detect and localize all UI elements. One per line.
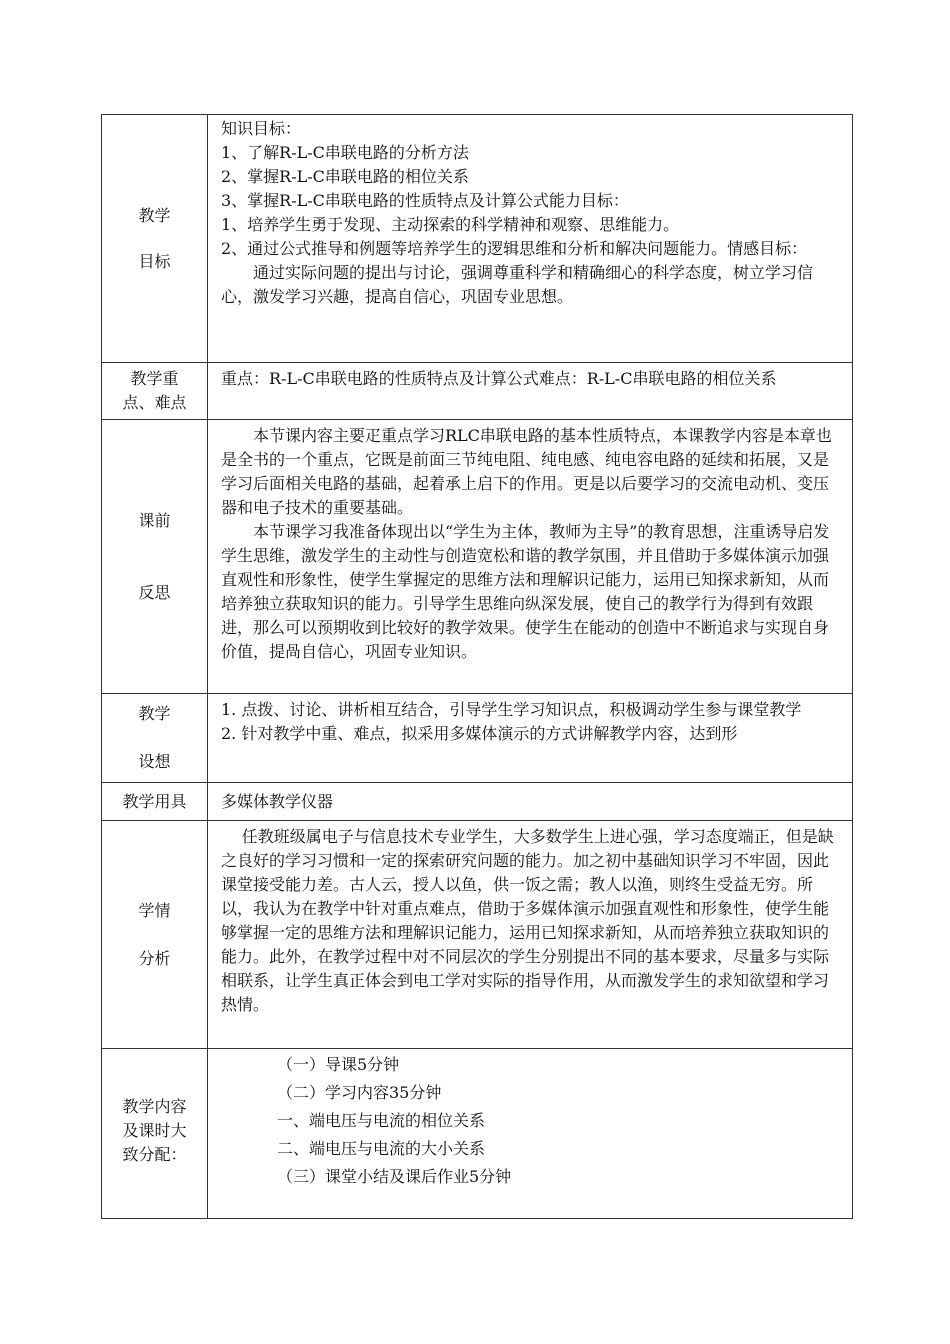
tools-label-text: 教学用具 (122, 791, 187, 811)
content-line: （二）学习内容35分钟 (277, 1083, 442, 1102)
row-student-analysis (102, 821, 853, 1049)
goals-line: 3、掌握R-L-C串联电路的性质特点及计算公式能力目标： (221, 191, 629, 210)
goals-line: 知识目标： (221, 119, 302, 138)
analysis-label-line2: 分析 (138, 948, 171, 968)
goals-label-line2: 目标 (138, 251, 171, 271)
keypoints-text: 重点：R-L-C串联电路的性质特点及计算公式难点：R-L-C串联电路的相位关系 (221, 369, 777, 388)
row-content-allocation (102, 1049, 853, 1219)
reflection-label (102, 420, 208, 694)
goals-line: 通过实际问题的提出与讨论，强调尊重科学和精确细心的科学态度，树立学习信心，激发学习兴趣，提高自信心，巩固专业思想。 (221, 263, 814, 306)
goals-line: 2、掌握R-L-C串联电路的相位关系 (221, 167, 469, 186)
content-line: （一）导课5分钟 (277, 1055, 400, 1074)
keypoints-label-line1: 教学重 (130, 369, 179, 388)
analysis-label-line1: 学情 (138, 900, 171, 920)
concept-content (208, 694, 853, 783)
row-reflection (102, 420, 853, 694)
reflection-label-line2: 反思 (138, 582, 171, 602)
content-label-line3: 致分配： (122, 1145, 187, 1164)
content-label-line1: 教学内容 (122, 1097, 187, 1116)
row-teaching-goals (102, 115, 853, 363)
analysis-content (208, 821, 853, 1049)
goals-line: 1、培养学生勇于发现、主动探索的科学精神和观察、思维能力。 (221, 215, 680, 234)
tools-label (102, 783, 208, 821)
content-line: （三）课堂小结及课后作业5分钟 (277, 1167, 512, 1186)
analysis-paragraph: 任教班级属电子与信息技术专业学生，大多数学生上进心强，学习态度端正，但是缺之良好的学习习惯和一定的探索研究问题的能力。加之初中基础知识学习不牢固，因此课堂接受能力差。古人云，授人以鱼，供一饭之需；教人以渔，则终生受益无穷。所以，我认为在教学中针对重点难点，借助于多媒体演示加强直观性和形象性，使学生能够掌握一定的思维方法和理解识记能力，运用已知探求新知，从而培养独立获取知识的能力。此外，在教学过程中对不同层次的学生分别提出不同的基本要求，尽量多与实际相联系，让学生真正体会到电工学对实际的指导作用，从而激发学生的求知欲望和学习热情。 (221, 827, 834, 1014)
keypoints-content (208, 363, 853, 420)
goals-label (102, 115, 208, 363)
lesson-plan-sheet (101, 114, 853, 1219)
goals-content (208, 115, 853, 363)
keypoints-label (102, 363, 208, 420)
concept-label (102, 694, 208, 783)
row-teaching-tools (102, 783, 853, 821)
concept-line: 2. 针对教学中重、难点，拟采用多媒体演示的方式讲解教学内容，达到形 (221, 724, 738, 743)
goals-line: 2、通过公式推导和例题等培养学生的逻辑思维和分析和解决问题能力。情感目标： (221, 239, 808, 258)
concept-label-line1: 教学 (138, 704, 171, 723)
reflection-paragraph: 本节课内容主要疋重点学习RLC串联电路的基本性质特点，本课教学内容是本章也是全书的一个重点，它既是前面三节纯电阻、纯电感、纯电容电路的延续和拓展，又是学习后面相关电路的基础，起着承上启下的作用。更是以后要学习的交流电动机、变压器和电子技术的重要基础。 (221, 426, 832, 517)
row-key-points (102, 363, 853, 420)
content-label-line2: 及课时大 (122, 1121, 187, 1140)
content-label (102, 1049, 208, 1219)
analysis-label (102, 821, 208, 1049)
keypoints-label-line2: 点、难点 (122, 393, 187, 412)
concept-label-line2: 设想 (138, 752, 171, 771)
reflection-label-line1: 课前 (138, 510, 171, 530)
lesson-plan-table (101, 114, 853, 1219)
content-allocation (208, 1049, 853, 1219)
goals-label-line1: 教学 (138, 205, 171, 225)
tools-text: 多媒体教学仪器 (221, 791, 334, 811)
tools-content (208, 783, 853, 821)
reflection-paragraph: 本节课学习我准备体现出以“学生为主体，教师为主导”的教育思想，注重诱导启发学生思维，激发学生的主动性与创造宽松和谐的教学氛围，并且借助于多媒体演示加强直观性和形象性，使学生掌握定的思维方法和理解识记能力，运用已知探求新知，从而培养独立获取知识的能力。引导学生思维向纵深发展，使自己的教学行为得到有效跟进，那么可以预期收到比较好的教学效果。使学生在能动的创造中不断追求与实现自身价值，提咼自信心，巩固专业知识。 (221, 522, 830, 661)
reflection-content (208, 420, 853, 694)
goals-line: 1、了解R-L-C串联电路的分析方法 (221, 143, 469, 162)
content-line: 二、端电压与电流的大小关系 (277, 1139, 486, 1158)
row-teaching-concept (102, 694, 853, 783)
concept-line: 1. 点拨、讨论、讲析相互结合，引导学生学习知识点，积极调动学生参与课堂教学 (221, 700, 802, 719)
content-line: 一、端电压与电流的相位关系 (277, 1111, 486, 1130)
